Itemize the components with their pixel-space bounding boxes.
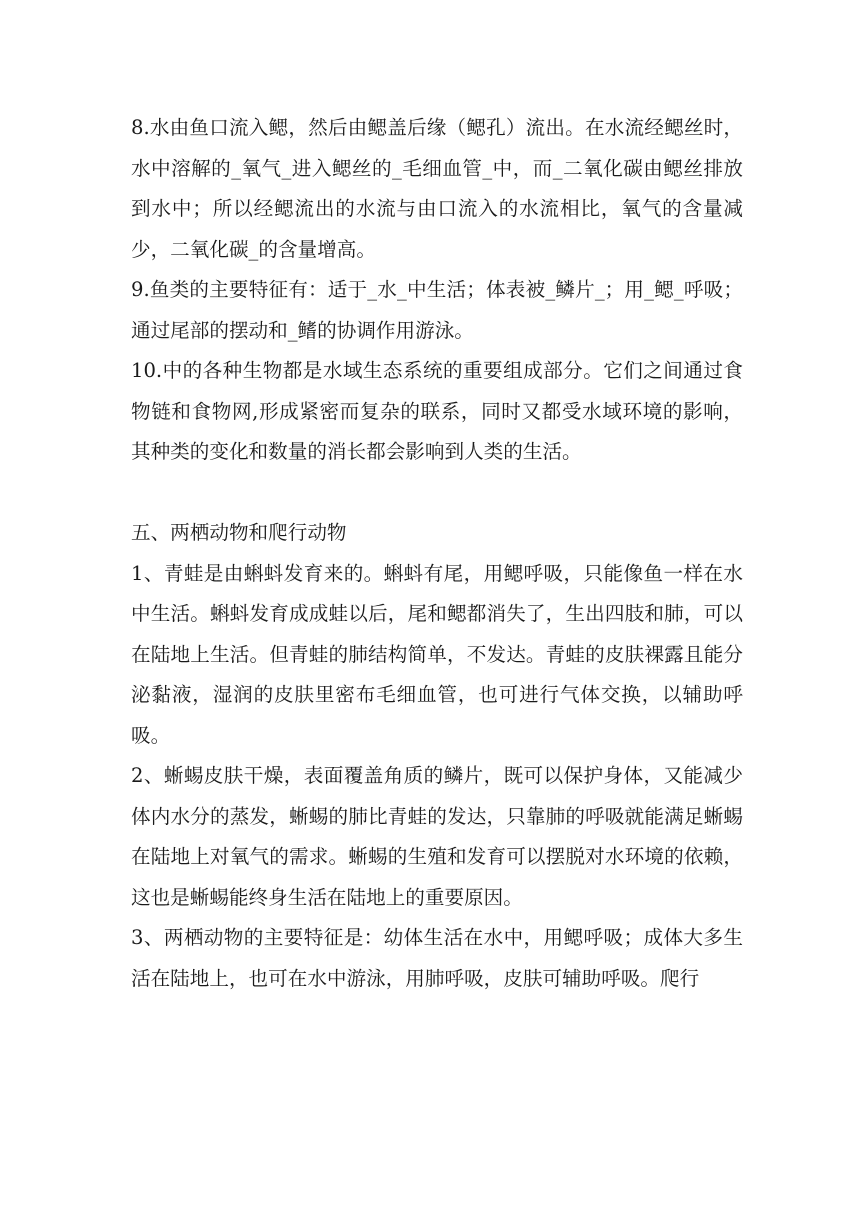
- paragraph-8-gill-respiration: 8.水由鱼口流入鳃，然后由鳃盖后缘（鳃孔）流出。在水流经鳃丝时，水中溶解的_氧气_进入鳃丝的_毛细血管_中，而_二氧化碳由鳃丝排放到水中；所以经鳃流出的水流与由口流入的水流相比，氧气的含量减少，二氧化碳_的含量增高。: [131, 116, 743, 261]
- paragraph-9-fish-features: 9.鱼类的主要特征有：适于_水_中生活；体表被_鳞片_；用_鳃_呼吸；通过尾部的摆动和_鳍的协调作用游泳。: [131, 278, 743, 342]
- section-spacer: [131, 473, 743, 514]
- section-heading: 五、两栖动物和爬行动物: [131, 521, 347, 544]
- paragraph-10-aquatic-ecosystem: 10.中的各种生物都是水域生态系统的重要组成部分。它们之间通过食物链和食物网,形成紧密而复杂的联系，同时又都受水域环境的影响，其种类的变化和数量的消长都会影响到人类的生活。: [131, 359, 743, 463]
- paragraph-1-frog: 1、青蛙是由蝌蚪发育来的。蝌蚪有尾，用鳃呼吸，只能像鱼一样在水中生活。蝌蚪发育成成蛙以后，尾和鳃都消失了，生出四肢和肺，可以在陆地上生活。但青蛙的肺结构简单，不发达。青蛙的皮肤裸露且能分泌黏液，湿润的皮肤里密布毛细血管，也可进行气体交换，以辅助呼吸。: [131, 561, 743, 747]
- paragraph-3-amphibian-features: 3、两栖动物的主要特征是：幼体生活在水中，用鳃呼吸；成体大多生活在陆地上，也可在水中游泳，用肺呼吸，皮肤可辅助呼吸。爬行: [131, 926, 743, 990]
- paragraph-2-lizard: 2、蜥蜴皮肤干燥，表面覆盖角质的鳞片，既可以保护身体，又能减少体内水分的蒸发，蜥蜴的肺比青蛙的发达，只靠肺的呼吸就能满足蜥蜴在陆地上对氧气的需求。蜥蜴的生殖和发育可以摆脱对水环境的依赖，这也是蜥蜴能终身生活在陆地上的重要原因。: [131, 764, 743, 909]
- document-body: [131, 108, 743, 999]
